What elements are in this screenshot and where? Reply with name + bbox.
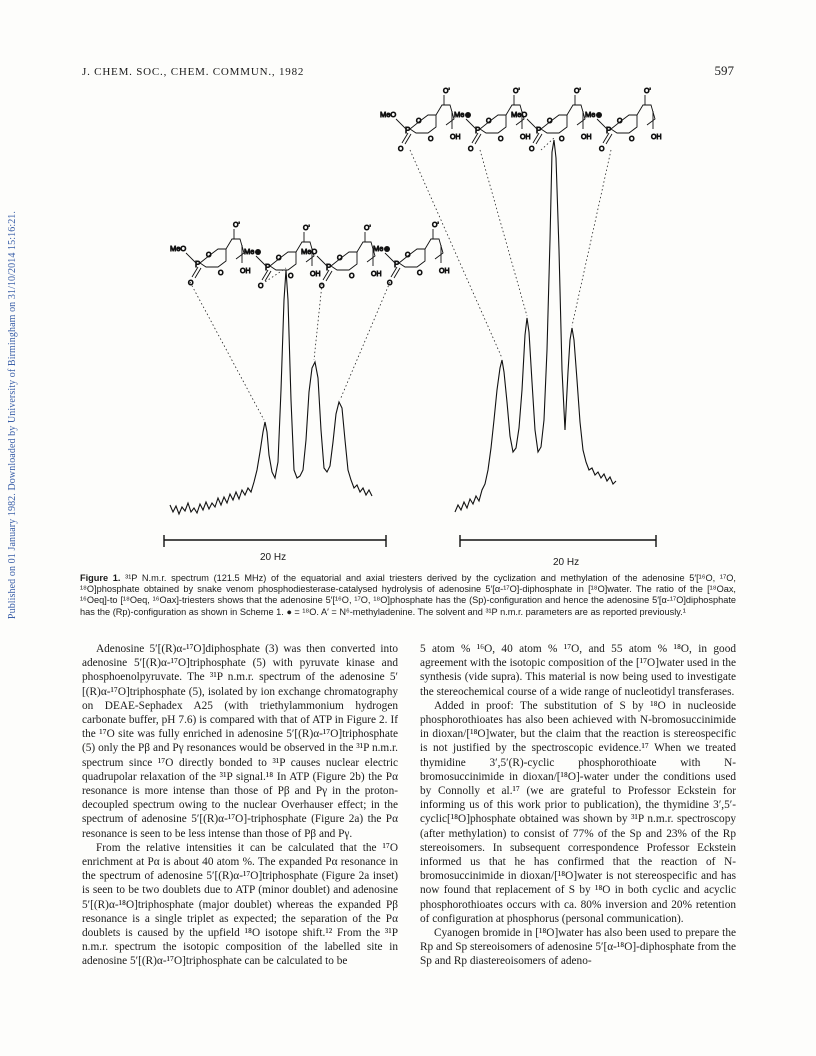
- triester-structures: [170, 88, 662, 290]
- triester-structure: [380, 88, 461, 153]
- structure-ring-oxygen-label: O: [288, 273, 294, 280]
- structure-phosphorus-label: P: [265, 263, 271, 272]
- structure-hydroxyl-label: OH: [520, 134, 531, 141]
- right-scale-bar: [460, 535, 656, 547]
- structure-base-label: O': [443, 88, 450, 95]
- structure-ring-oxygen-label: O: [337, 255, 343, 262]
- left-paragraph-1: Adenosine 5′[(R)α-¹⁷O]diphosphate (3) was then converted into adenosine 5′[(R)α-¹⁷O]triphosphate (5) with pyruvate kinase and phosphoenolpyruvate. The ³¹P n.m.r. spectrum of the adenosine 5′[(R)α-¹⁷O]triphosphate (5), isolated by ion exchange chromatography on DEAE-Sephadex A25 (with triethylammonium hydrogen carbonate buffer, pH 7.6) is compared with that of ATP in Figure 2. If the ¹⁷O site was fully enriched in adenosine 5′[(R)α-¹⁷O]triphosphate (5) only the Pβ and Pγ resonances would be observed in the ³¹P n.m.r. spectrum since ¹⁷O directly bonded to ³¹P causes nuclear electric quadrupolar relaxation of the ³¹P signal.¹⁸ In ATP (Figure 2b) the Pα resonance is more intense than those of Pβ and Pγ in the proton-decoupled spectrum owing to the nuclear Overhauser effect; in the spectrum of adenosine 5′[(R)α-¹⁷O]-triphosphate (Figure 2a) the Pα resonance is seen to be less intense than those of Pβ and Pγ.: [82, 643, 398, 840]
- structure-base-label: O': [233, 222, 240, 229]
- oxygen-18-marker: [384, 246, 390, 252]
- structure-ring-oxygen-label: O: [218, 270, 224, 277]
- structure-hydroxyl-label: OH: [450, 134, 461, 141]
- structure-hydroxyl-label: OH: [240, 268, 251, 275]
- assignment-guide-line: [480, 150, 527, 316]
- structure-base-label: O': [303, 225, 310, 232]
- right-spectrum-trace: [455, 140, 616, 512]
- structure-oxo-label: O: [468, 146, 474, 153]
- triester-structure: [244, 225, 321, 290]
- left-scale-bar: [164, 535, 386, 547]
- structure-hydroxyl-label: OH: [581, 134, 592, 141]
- structure-ring-oxygen-label: O: [559, 136, 565, 143]
- left-text-column: [82, 642, 398, 969]
- figure-caption: [80, 573, 736, 618]
- structure-ring-oxygen-label: O: [486, 118, 492, 125]
- structure-methyl-label: Me: [373, 244, 384, 253]
- structure-ring-oxygen-label: O: [416, 118, 422, 125]
- right-text-column: [420, 642, 736, 969]
- assignment-guide-line: [410, 150, 502, 358]
- structure-base-label: O': [364, 225, 371, 232]
- structure-oxo-label: O: [387, 280, 393, 287]
- structure-methyl-label: Me: [454, 110, 465, 119]
- right-scale-label: 20 Hz: [553, 557, 580, 568]
- structure-ring-oxygen-label: O: [629, 136, 635, 143]
- structure-phosphorus-label: P: [394, 260, 400, 269]
- structure-phosphorus-label: P: [475, 126, 481, 135]
- oxygen-18-marker: [596, 112, 602, 118]
- structure-hydroxyl-label: OH: [310, 271, 321, 278]
- structure-base-label: O': [432, 222, 439, 229]
- structure-base-label: O': [513, 88, 520, 95]
- triester-structure: [170, 222, 251, 287]
- assignment-guide-line: [190, 282, 264, 420]
- structure-phosphorus-label: P: [536, 126, 542, 135]
- structure-methoxy-label: MeO: [511, 110, 528, 119]
- structure-methoxy-label: MeO: [380, 110, 397, 119]
- structure-oxo-label: O: [319, 283, 325, 290]
- oxygen-18-marker: [255, 249, 261, 255]
- left-spectrum-trace: [170, 270, 372, 514]
- structure-phosphorus-label: P: [326, 263, 332, 272]
- structure-ring-oxygen-label: O: [617, 118, 623, 125]
- triester-structure: [373, 222, 450, 287]
- right-paragraph-1: 5 atom % ¹⁶O, 40 atom % ¹⁷O, and 55 atom % ¹⁸O, in good agreement with the isotopic composition of the [¹⁷O]water used in the synthesis (vide supra). This material is now being used to investigate the stereochemical course of a wide range of nucleotidyl transferases.: [420, 643, 736, 698]
- download-watermark-text: Published on 01 January 1982. Downloaded by University of Birmingham on 31/10/2014 15:16:21.: [6, 210, 18, 620]
- structure-ring-oxygen-label: O: [547, 118, 553, 125]
- structure-ring-oxygen-label: O: [405, 252, 411, 259]
- structure-ring-oxygen-label: O: [276, 255, 282, 262]
- structure-phosphorus-label: P: [405, 126, 411, 135]
- triester-structure: [511, 88, 592, 153]
- structure-hydroxyl-label: OH: [651, 134, 662, 141]
- structure-oxo-label: O: [258, 283, 264, 290]
- triester-structure: [585, 88, 662, 153]
- page-number: 597: [714, 63, 734, 78]
- structure-ring-oxygen-label: O: [206, 252, 212, 259]
- structure-hydroxyl-label: OH: [371, 271, 382, 278]
- structure-oxo-label: O: [188, 280, 194, 287]
- right-paragraph-3: Cyanogen bromide in [¹⁸O]water has also been used to prepare the Rp and Sp stereoisomers of adenosine 5′[α-¹⁸O]-diphosphate from the Sp and Rp diastereoisomers of adeno-: [420, 927, 736, 968]
- structure-oxo-label: O: [398, 146, 404, 153]
- structure-methoxy-label: MeO: [301, 247, 318, 256]
- structure-methyl-label: Me: [244, 247, 255, 256]
- left-paragraph-2: From the relative intensities it can be calculated that the ¹⁷O enrichment at Pα is about 40 atom %. The expanded Pα resonance in the spectrum of adenosine 5′[(R)α-¹⁷O]triphosphate (Figure 2a inset) is seen to be two doublets due to ATP (minor doublet) and adenosine 5′[(R)α-¹⁸O]triphosphate (major doublet) whereas the expanded Pβ resonance is a single triplet as expected; the separation of the Pα doublets is caused by the upfield ¹⁸O isotope shift.¹² From the ³¹P n.m.r. spectrum the isotopic composition of the labelled site in adenosine 5′[(R)α-¹⁷O]triphosphate can be calculated to be: [82, 841, 398, 968]
- triester-structure: [454, 88, 531, 153]
- assignment-guide-line: [541, 138, 554, 150]
- figure-caption-text: ³¹P N.m.r. spectrum (121.5 MHz) of the equatorial and axial triesters derived by the cyclization and methylation of the adenosine 5′[¹⁶O, ¹⁷O, ¹⁸O]phosphate obtained by snake venom phosphodiesterase-catalysed hydrolysis of adenosine 5′[α-¹⁷O]-diphosphate in [¹⁸O]water. The ratio of the [¹⁸Oax, ¹⁶Oeq]-to [¹⁸Oeq, ¹⁶Oax]-triesters shows that the adenosine 5′[¹⁶O, ¹⁷O, ¹⁸O]phosphate has the (Sp)-configuration and hence the adenosine 5′[α-¹⁷O]diphosphate has the (Rp)-configuration as shown in Scheme 1. ● = ¹⁸O. A′ = N⁶-methyladenine. The solvent and ³¹P n.m.r. parameters are as reported previously.¹: [80, 573, 736, 617]
- structure-ring-oxygen-label: O: [417, 270, 423, 277]
- figure-caption-label: Figure 1.: [80, 573, 121, 583]
- structure-ring-oxygen-label: O: [498, 136, 504, 143]
- assignment-guide-line: [340, 282, 390, 400]
- structure-methoxy-label: MeO: [170, 244, 187, 253]
- triester-structure: [301, 225, 382, 290]
- oxygen-18-marker: [465, 112, 471, 118]
- structure-phosphorus-label: P: [606, 126, 612, 135]
- assignment-guide-line: [572, 150, 611, 326]
- structure-ring-oxygen-label: O: [428, 136, 434, 143]
- structure-hydroxyl-label: OH: [439, 268, 450, 275]
- left-scale-label: 20 Hz: [260, 552, 287, 563]
- journal-name: J. CHEM. SOC., CHEM. COMMUN., 1982: [82, 66, 305, 78]
- structure-oxo-label: O: [599, 146, 605, 153]
- structure-base-label: O': [644, 88, 651, 95]
- right-paragraph-2: Added in proof: The substitution of S by ¹⁸O in nucleoside phosphorothioates has also been achieved with N-bromosuccinimide in dioxan/[¹⁸O]water, but the claim that the reaction is stereospecific is not justified by the spectroscopic evidence.¹⁷ When we treated thymidine 3′,5′(R)-cyclic phosphorothioate with N-bromosuccinimide in dioxan/[¹⁸O]-water under the conditions used by Connolly et al.¹⁷ (we are grateful to Professor Eckstein for informing us of this work prior to publication), the thymidine 3′,5′-cyclic[¹⁸O]phosphate obtained was shown by ³¹P n.m.r. spectroscopy (after methylation) to consist of 77% of the Sp and 23% of the Rp stereoisomers. In subsequent correspondence Professor Eckstein informed us that he has confirmed that the reaction of N-bromosuccinimide in dioxan/[¹⁸O]water is not stereospecific and has now found that replacement of S by ¹⁸O in both cyclic and acyclic phosphorothioates occurs with ca. 80% inversion and 20% retention of configuration at phosphorus (personal communication).: [420, 699, 736, 925]
- structure-oxo-label: O: [529, 146, 535, 153]
- structure-methyl-label: Me: [585, 110, 596, 119]
- structure-base-label: O': [574, 88, 581, 95]
- assignment-guide-line: [314, 284, 322, 360]
- structure-phosphorus-label: P: [195, 260, 201, 269]
- structure-ring-oxygen-label: O: [349, 273, 355, 280]
- assignment-guide-lines: [190, 138, 611, 420]
